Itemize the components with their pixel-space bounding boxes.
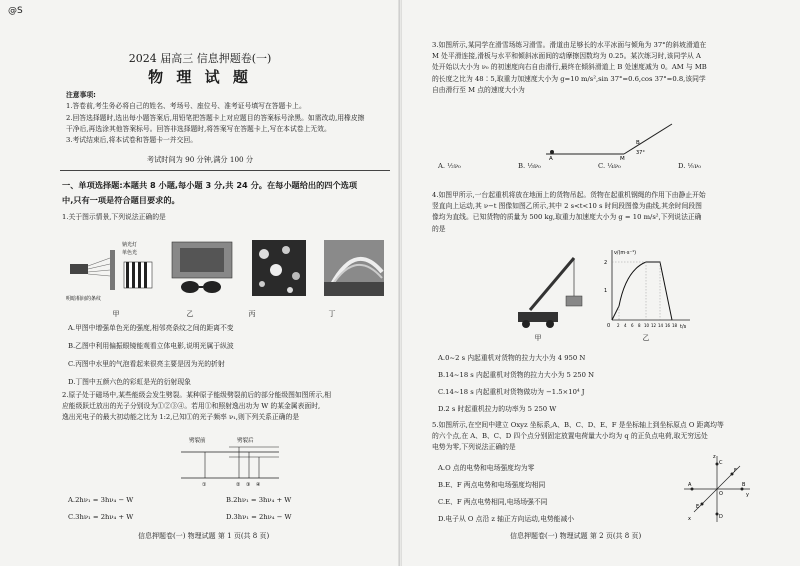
q1-figure-jia [66,241,152,302]
caption-jia: 甲 [112,310,120,318]
point-e: E [696,504,700,510]
label-mono: 单色光 [122,250,138,256]
q3-stem-line: 3.如图所示,某同学在滑雪场练习滑雪。滑道由足够长的水平冰面与倾角为 37°的斜坡滑道在 [432,41,707,49]
vt-ylabel: ν/(m·s⁻¹) [614,250,637,256]
label-before: 劈裂前 [189,438,206,444]
q3-option-d: D. ⅕ν₀ [678,162,701,170]
caption-bing: 丙 [248,310,256,318]
q3-slope-diagram [540,118,680,160]
q3-option-a: A. ½ν₀ [438,162,461,170]
notice-item: 2.回答选择题时,选出每小题答案后,用铅笔把答题卡上对应题目的答案标号涂黑。如需改动,用橡皮擦 [66,113,365,122]
section-heading-line: 中,只有一项是符合题目要求的。 [62,195,180,205]
q1-figure-yi [172,242,232,293]
q1-option-c: C.丙图中水里的气泡看起来很亮主要是因为光的折射 [68,360,225,368]
page-footer: 信息押题卷(一) 物理试题 第 2 页(共 8 页) [510,532,642,540]
double-slit [110,250,115,290]
exam-series-title: 2024 届高三 信息押题卷(一) [128,52,272,65]
vt-xtick: 10 [644,323,650,328]
notice-item: 3.考试结束后,将本试卷和答题卡一并交回。 [66,136,197,145]
q2-stem-line: 逸出光电子的最大初动能之比为 1:2,已知①的光子频率 ν₁,则下列关系正确的是 [62,413,300,422]
q5-option-d: D.电子从 O 点沿 z 轴正方向运动,电势能减小 [438,515,575,523]
point-a: A [549,156,553,160]
vt-xtick: 2 [617,323,620,328]
interference-screen [124,262,152,288]
q5-stem-line: 5.如图所示,在空间中建立 Oxyz 坐标系,A、B、C、D、E、F 是坐标轴上到坐标原点 O 距离均等 [432,421,724,429]
q2-option-a: A.2hν₁ = 3hν₄ − W [68,496,134,504]
q2-stem-line: 应能级跃迁放出的光子分别设为①②③④。若用①和照射逸出功为 W 的某金属表面时, [62,402,321,411]
q5-stem-line: 的六个点,在 A、B、C、D 四个点分别固定放置电荷量大小均为 q 的正负点电荷,取无穷远处 [432,432,708,441]
q5-coordinate-diagram [680,452,754,526]
point-a: A [688,482,692,488]
caption-q4-jia: 甲 [534,334,542,342]
angle-label: 37° [636,150,645,156]
q1-option-d: D.丁图中五颜六色的彩虹是光的衍射现象 [68,378,191,386]
q4-stem-line: 的是 [432,224,446,233]
caption-ding: 丁 [328,310,336,318]
mark-2: ② [236,482,241,488]
q3-option-b: B. ⅓ν₀ [518,162,541,170]
vt-xtick: 8 [638,323,641,328]
label-after: 劈裂后 [237,438,254,444]
exam-page-2 [400,0,800,566]
mark-3: ③ [246,482,251,488]
vt-xtick: 16 [665,323,671,328]
q4-option-c: C.14~18 s 内起重机对货物做功为 −1.5×10⁴ J [438,388,585,396]
mark-4: ④ [256,482,261,488]
q2-option-d: D.3hν₁ = 2hν₄ − W [226,513,292,521]
corner-mark: @S [8,6,23,16]
q4-crane-figure [510,246,600,330]
label-lamp: 钠光灯 [122,242,138,248]
q2-energy-level-diagram [175,434,285,490]
axis-y: x [688,516,691,522]
caption-yi: 乙 [186,310,194,318]
vt-xtick: 18 [672,323,678,328]
q2-option-c: C.3hν₁ = 2hν₄ + W [68,513,134,521]
q3-stem-line: 自由滑行至 M 点的速度大小为 [432,85,525,94]
mark-1: ① [202,482,207,488]
time-info: 考试时间为 90 分钟,满分 100 分 [146,155,254,164]
point-c: C [719,460,723,466]
vt-xtick: 12 [651,323,657,328]
vt-xtick: 4 [624,323,627,328]
point-f: F [734,468,737,474]
point-b: B [636,140,640,146]
section-heading [62,178,392,208]
label-stripes: 明暗相间的条纹 [66,296,102,302]
point-b: B [742,482,746,488]
vt-origin: 0 [607,323,611,329]
vt-ytick: 1 [604,288,608,294]
notice-item: 干净后,再选涂其他答案标号。回答非选择题时,将答案写在答题卡上,写在本试卷上无效。 [66,124,331,133]
q4-stem [432,190,782,235]
q3-stem [432,40,782,96]
vt-xtick: 6 [631,323,634,328]
q5-option-b: B.E、F 两点电势和电场强度均相同 [438,481,546,489]
q1-stem: 1.关于图示情景,下列说法正确的是 [62,213,166,221]
point-d: D [719,514,723,520]
q3-option-c: C. ¼ν₀ [598,162,621,170]
q5-stem [432,420,782,454]
q2-option-b: B.2hν₁ = 3hν₄ + W [226,496,292,504]
q5-stem-line: 电势为零,下列说法正确的是 [432,443,516,452]
q2-stem-line: 2.原子处于磁场中,某些能级会发生劈裂。某种原子能级劈裂前后的部分能级图如图所示,相 [62,391,332,399]
axis-x: y [746,492,749,498]
q3-stem-line: 的长度之比为 48∶5,取重力加速度大小为 g=10 m/s²,sin 37°=0.6,cos 37°=0.8,该同学 [432,74,706,83]
point-m: M [620,156,625,160]
q4-stem-line: 4.如图甲所示,一台起重机将放在地面上的货物吊起。货物在起重机钢绳的作用下由静止开始 [432,191,706,199]
q4-option-a: A.0~2 s 内起重机对货物的拉力大小为 4 950 N [438,354,586,362]
vt-curve [612,262,672,320]
q1-figure-bing [252,240,306,296]
q4-option-b: B.14~18 s 内起重机对货物的拉力大小为 5 250 N [438,371,595,379]
q3-stem-line: M 处平滑连接,滑板与水平和倾斜冰面间的动摩擦因数均为 0.25。某次练习时,该同学从 A [432,52,701,61]
q5-option-a: A.O 点的电势和电场强度均为零 [438,464,535,472]
q1-option-a: A.甲图中增强单色光的强度,相邻亮条纹之间的距离不变 [68,324,234,332]
vt-xlabel: t/s [680,324,687,330]
notice-item: 1.答卷前,考生务必将自己的姓名、考场号、座位号、准考证号填写在答题卡上。 [66,102,306,111]
vt-xtick: 14 [658,323,664,328]
q1-option-b: B.乙图中利用偏振眼镜能观看立体电影,说明光属于纵波 [68,342,234,350]
caption-q4-yi: 乙 [642,334,650,342]
q4-stem-line: 像均为直线。已知货物的质量为 500 kg,取重力加速度大小为 g = 10 m/s²,下列说法正确 [432,213,702,222]
section-heading-line: 一、单项选择题:本题共 8 小题,每小题 3 分,共 24 分。在每小题给出的四个选项 [62,180,358,190]
q4-option-d: D.2 s 时起重机拉力的功率为 5 250 W [438,405,557,413]
q1-figure-ding [324,240,384,296]
light-rays [88,258,110,276]
axis-z: z [713,454,716,460]
sodium-lamp [70,264,88,274]
page-footer: 信息押题卷(一) 物理试题 第 1 页(共 8 页) [138,532,270,540]
origin-o: O [719,491,723,497]
exam-subject-title: 物 理 试 题 [148,68,252,86]
notice-block [66,90,384,146]
q2-stem [62,390,392,424]
vt-ytick: 2 [604,260,608,266]
q4-stem-line: 竖直向上运动,其 ν−t 图像如图乙所示,其中 2 s<t<10 s 时间段图像为曲线,其余时间段图 [432,202,702,211]
notice-heading: 注意事项: [66,91,96,99]
q4-vt-graph [600,246,695,330]
q3-stem-line: 处开始以大小为 ν₀ 的初速度向右自由滑行,最终在倾斜滑道上 B 处速度减为 0。AM 与 MB [432,63,707,72]
divider [60,170,390,171]
q5-option-c: C.E、F 两点电势相同,电场场强不同 [438,498,548,506]
q1-figures [62,232,392,307]
